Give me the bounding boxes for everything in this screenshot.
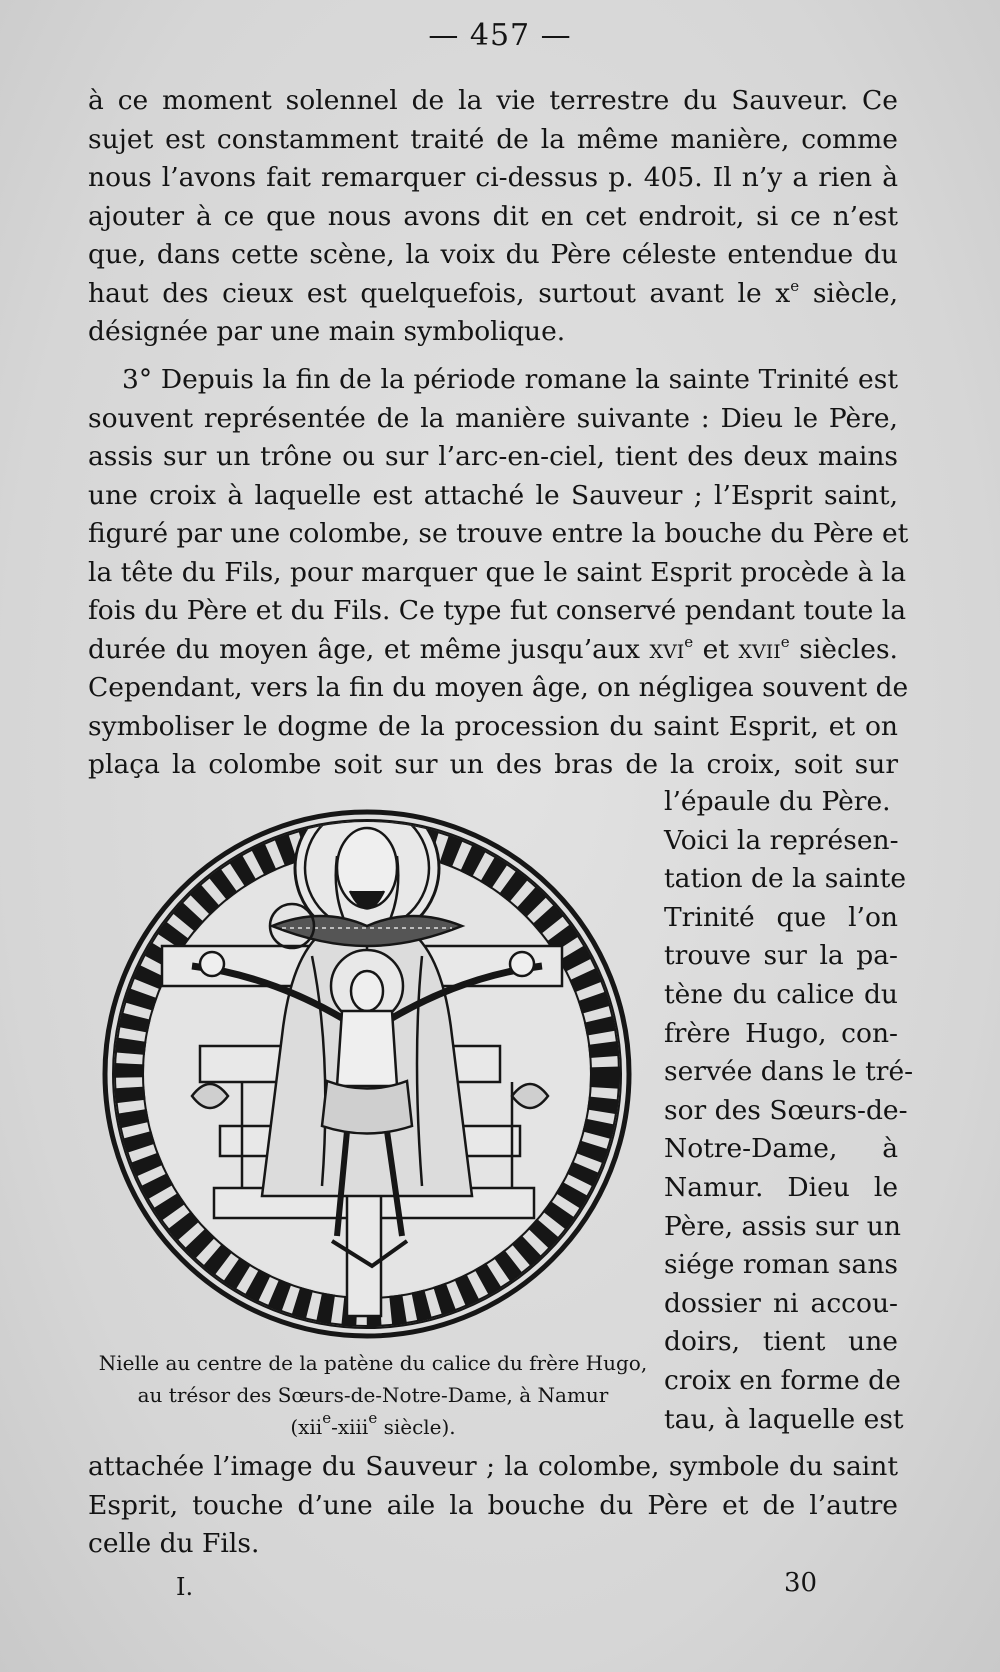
- figure-caption-line-3: [88, 1411, 658, 1443]
- text-segment: siècle,: [799, 277, 898, 309]
- caption-segment: -xiii: [331, 1415, 369, 1439]
- text-line: tation de la sainte: [664, 863, 907, 895]
- paragraph-2: [88, 361, 909, 785]
- text-line: assis sur un trône ou sur l’arc-en-ciel, tient des deux mains: [88, 441, 898, 472]
- text-line: nous l’avons fait remarquer ci-dessus p. 405. Il n’y a rien à: [88, 162, 898, 193]
- text-line: que, dans cette scène, la voix du Père céleste entendue du: [88, 239, 898, 270]
- text-line: souvent représentée de la manière suivante : Dieu le Père,: [88, 402, 898, 434]
- caption-segment: (xii: [290, 1415, 323, 1439]
- volume-mark: I.: [176, 1573, 194, 1601]
- text-line: tène du calice du: [664, 978, 898, 1010]
- text-line: désignée par une main symbolique.: [88, 316, 566, 347]
- roman-numeral: xvii: [738, 633, 781, 665]
- text-line: sujet est constamment traité de la même manière, comme: [88, 123, 898, 155]
- text-segment: et: [693, 633, 739, 665]
- text-line: 3° Depuis la fin de la période romane la sainte Trinité est: [122, 364, 898, 395]
- text-line: sor des Sœurs-de-: [664, 1094, 908, 1126]
- text-line: Cependant, vers la fin du moyen âge, on négligea souvent de: [88, 672, 909, 703]
- figure-caption-line-1: Nielle au centre de la patène du calice du frère Hugo,: [98, 1351, 648, 1375]
- text-line: [88, 631, 898, 670]
- christ-body: [337, 1011, 397, 1086]
- superscript: e: [684, 632, 694, 651]
- text-line: trouve sur la pa-: [664, 940, 898, 972]
- text-line: Trinité que l’on: [664, 901, 898, 933]
- text-line: la tête du Fils, pour marquer que le saint Esprit procède à la: [88, 556, 907, 588]
- text-line: dossier ni accou-: [664, 1287, 898, 1319]
- roman-numeral: xvi: [649, 633, 685, 665]
- signature-mark: 30: [784, 1568, 818, 1598]
- niello-trinity-illustration: [92, 796, 648, 1344]
- text-line: fois du Père et du Fils. Ce type fut conservé pendant toute la: [88, 595, 907, 626]
- page-number: — 457 —: [428, 18, 572, 53]
- text-line: servée dans le tré-: [664, 1056, 914, 1088]
- wrapped-text-column: [664, 783, 914, 1439]
- caption-segment: siècle).: [377, 1415, 456, 1439]
- text-line: une croix à laquelle est attaché le Sauveur ; l’Esprit saint,: [88, 479, 898, 511]
- paragraph-1: [88, 82, 898, 352]
- text-line: siége roman sans: [664, 1249, 898, 1281]
- superscript: e: [780, 632, 790, 651]
- text-line: croix en forme de: [664, 1364, 901, 1396]
- text-segment: siècles.: [789, 633, 898, 665]
- text-line: figuré par une colombe, se trouve entre la bouche du Père et: [88, 518, 909, 549]
- text-segment: durée du moyen âge, et même jusqu’aux: [88, 633, 650, 665]
- text-line: symboliser le dogme de la procession du saint Esprit, et on: [88, 710, 898, 742]
- text-line: l’épaule du Père.: [664, 786, 891, 817]
- text-segment: haut des cieux est quelquefois, surtout avant le x: [88, 277, 791, 309]
- text-line: attachée l’image du Sauveur ; la colombe, symbole du saint: [88, 1451, 898, 1482]
- text-line: à ce moment solennel de la vie terrestre du Sauveur. Ce: [88, 85, 898, 116]
- text-line: Esprit, touche d’une aile la bouche du Père et de l’autre: [88, 1489, 898, 1521]
- paragraph-bottom: [88, 1448, 898, 1564]
- figure-caption-line-2: au trésor des Sœurs-de-Notre-Dame, à Namur: [137, 1383, 609, 1407]
- text-line: doirs, tient une: [664, 1326, 898, 1358]
- text-line: Namur. Dieu le: [664, 1171, 898, 1203]
- text-line: plaça la colombe soit sur un des bras de la croix, soit sur: [88, 749, 898, 780]
- superscript: e: [368, 1409, 378, 1427]
- text-line: tau, à laquelle est: [664, 1403, 904, 1435]
- superscript: e: [322, 1409, 332, 1427]
- text-line: [88, 275, 898, 314]
- text-line: Voici la représen-: [664, 824, 899, 856]
- text-line: Notre-Dame, à: [664, 1133, 898, 1165]
- superscript: e: [790, 276, 800, 295]
- text-line: frère Hugo, con-: [664, 1017, 898, 1049]
- text-line: celle du Fils.: [88, 1528, 260, 1559]
- text-line: Père, assis sur un: [664, 1210, 901, 1242]
- text-line: ajouter à ce que nous avons dit en cet endroit, si ce n’est: [88, 200, 898, 232]
